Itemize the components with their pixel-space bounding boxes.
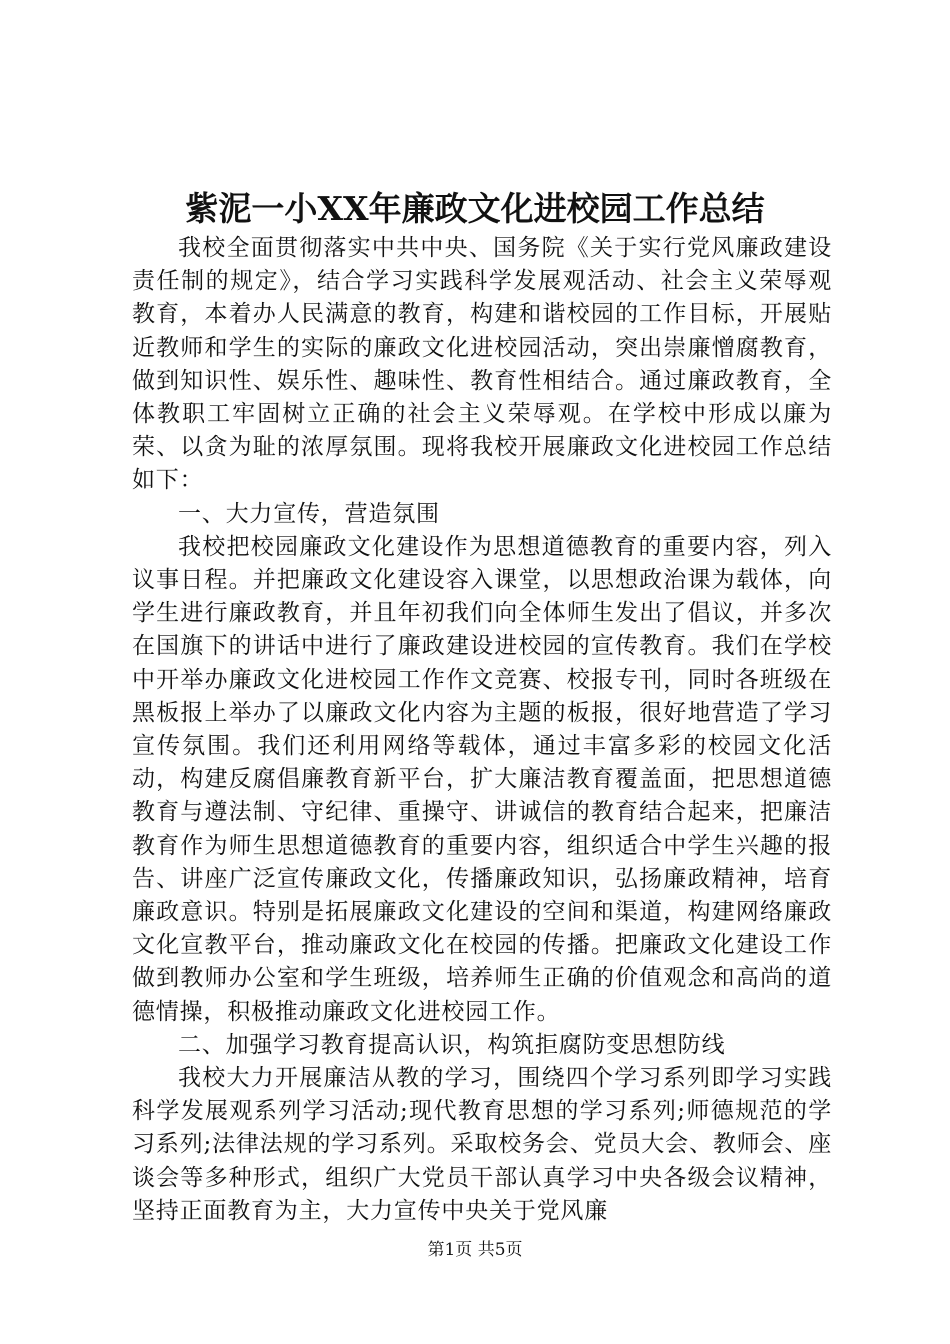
paragraph-intro: 我校全面贯彻落实中共中央、国务院《关于实行党风廉政建设责任制的规定》，结合学习实践科学发展观活动、社会主义荣辱观教育，本着办人民满意的教育，构建和谐校园的工作目标，开展贴近教师和学生的实际的廉政文化进校园活动，突出崇廉憎腐教育，做到知识性、娱乐性、趣味性、教育性相结合。通过廉政教育，全体教职工牢固树立正确的社会主义荣辱观。在学校中形成以廉为荣、以贪为耻的浓厚氛围。现将我校开展廉政文化进校园工作总结如下： (132, 235, 832, 494)
page-number-footer: 第1页 共5页 (427, 1240, 523, 1260)
section-heading-1: 一、大力宣传，营造氛围 (178, 500, 440, 527)
section-heading-2: 二、加强学习教育提高认识，构筑拒腐防变思想防线 (178, 1031, 726, 1058)
paragraph-section-1: 我校把校园廉政文化建设作为思想道德教育的重要内容，列入议事日程。并把廉政文化建设容入课堂，以思想政治课为载体，向学生进行廉政教育，并且年初我们向全体师生发出了倡议，并多次在国旗下的讲话中进行了廉政建设进校园的宣传教育。我们在学校中开举办廉政文化进校园工作作文竞赛、校报专刊，同时各班级在黑板报上举办了以廉政文化内容为主题的板报，很好地营造了学习宣传氛围。我们还利用网络等载体，通过丰富多彩的校园文化活动，构建反腐倡廉教育新平台，扩大廉洁教育覆盖面，把思想道德教育与遵法制、守纪律、重操守、讲诚信的教育结合起来，把廉洁教育作为师生思想道德教育的重要内容，组织适合中学生兴趣的报告、讲座广泛宣传廉政文化，传播廉政知识，弘扬廉政精神，培育廉政意识。特别是拓展廉政文化建设的空间和渠道，构建网络廉政文化宣教平台，推动廉政文化在校园的传播。把廉政文化建设工作做到教师办公室和学生班级，培养师生正确的价值观念和高尚的道德情操，积极推动廉政文化进校园工作。 (132, 533, 832, 1025)
document-title: 紫泥一小XX年廉政文化进校园工作总结 (185, 189, 765, 228)
paragraph-section-2: 我校大力开展廉洁从教的学习，围绕四个学习系列即学习实践科学发展观系列学习活动;现代教育思想的学习系列;师德规范的学习系列;法律法规的学习系列。采取校务会、党员大会、教师会、座谈会等多种形式，组织广大党员干部认真学习中央各级会议精神，坚持正面教育为主，大力宣传中央关于党风廉 (132, 1065, 832, 1224)
document-body (132, 232, 832, 1228)
